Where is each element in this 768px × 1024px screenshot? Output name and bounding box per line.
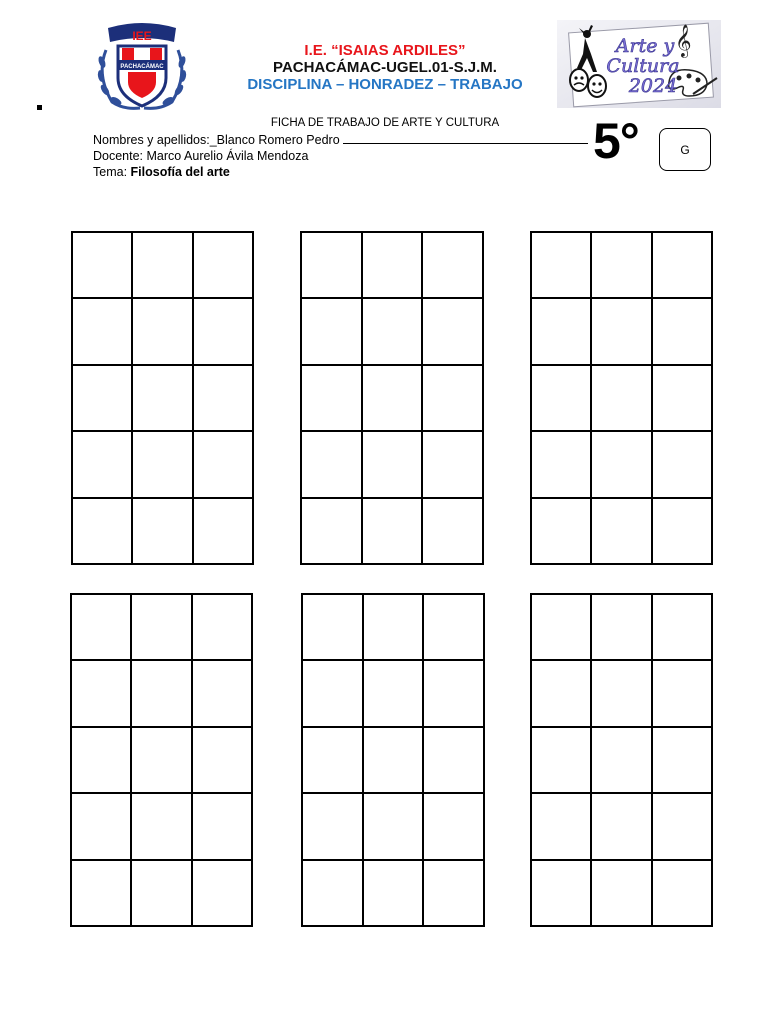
grid-cell <box>133 366 193 432</box>
grid-cell <box>72 595 132 661</box>
grid-cell <box>193 794 253 860</box>
grid-cell <box>73 366 133 432</box>
grid-cell <box>303 728 364 794</box>
grid-cell <box>653 861 713 927</box>
grid-cell <box>194 366 254 432</box>
grid-cell <box>73 499 133 565</box>
motto-line: DISCIPLINA – HONRADEZ – TRABAJO <box>247 76 523 93</box>
grid-cell <box>423 299 484 365</box>
grid-cell <box>364 661 425 727</box>
grid-cell <box>73 233 133 299</box>
grid-cell <box>592 661 652 727</box>
grid-cell <box>532 794 592 860</box>
treble-clef-icon: 𝄞 <box>675 24 692 57</box>
grid-cell <box>73 299 133 365</box>
answer-grid-6 <box>530 593 713 927</box>
grid-cell <box>532 233 592 299</box>
grid-cell <box>132 595 192 661</box>
grid-cell <box>653 299 713 365</box>
grid-cell <box>424 728 485 794</box>
grid-cell <box>363 233 424 299</box>
grid-cell <box>423 233 484 299</box>
grid-cell <box>133 233 193 299</box>
grid-cell <box>653 595 713 661</box>
grade-number: 5° <box>593 113 639 169</box>
grid-cell <box>653 233 713 299</box>
grid-cell <box>592 499 652 565</box>
names-line <box>93 133 588 147</box>
form-title: FICHA DE TRABAJO DE ARTE Y CULTURA <box>270 117 500 129</box>
grid-cell <box>532 366 592 432</box>
topic-value: Filosofía del arte <box>130 165 230 179</box>
grid-cell <box>194 432 254 498</box>
grid-cell <box>423 366 484 432</box>
grid-cell <box>363 499 424 565</box>
grid-cell <box>592 861 652 927</box>
grid-cell <box>133 432 193 498</box>
names-label: Nombres y apellidos: <box>93 133 210 147</box>
names-blank-line <box>343 133 588 144</box>
grid-cell <box>423 432 484 498</box>
svg-text:IEE: IEE <box>132 29 152 43</box>
grid-cell <box>303 861 364 927</box>
ugel-line: PACHACÁMAC-UGEL.01-S.J.M. <box>273 59 497 76</box>
grid-cell <box>73 432 133 498</box>
answer-grid-3 <box>530 231 713 565</box>
answer-grid-1 <box>71 231 254 565</box>
art-culture-logo <box>557 20 721 108</box>
grid-cell <box>363 299 424 365</box>
grid-cell <box>653 661 713 727</box>
grid-cell <box>592 794 652 860</box>
answer-grid-2 <box>300 231 484 565</box>
grid-cell <box>302 299 363 365</box>
grid-cell <box>653 432 713 498</box>
grid-cell <box>303 794 364 860</box>
grid-cell <box>72 661 132 727</box>
grid-cell <box>363 432 424 498</box>
grid-cell <box>133 499 193 565</box>
topic-line <box>93 165 230 179</box>
grid-cell <box>653 366 713 432</box>
svg-text:Arte y: Arte y <box>615 35 675 57</box>
answer-grid-5 <box>301 593 485 927</box>
grid-cell <box>302 499 363 565</box>
grid-cell <box>532 861 592 927</box>
answer-grid-4 <box>70 593 253 927</box>
grid-cell <box>72 794 132 860</box>
names-value: _Blanco Romero Pedro <box>209 133 340 147</box>
grid-cell <box>193 728 253 794</box>
grid-cell <box>364 728 425 794</box>
grid-cell <box>424 861 485 927</box>
grid-cell <box>132 794 192 860</box>
school-crest-icon <box>94 20 190 112</box>
grid-cell <box>653 499 713 565</box>
grid-cell <box>193 661 253 727</box>
grid-cell <box>132 861 192 927</box>
grid-cell <box>424 595 485 661</box>
grid-cell <box>364 861 425 927</box>
grid-cell <box>132 661 192 727</box>
grid-cell <box>592 299 652 365</box>
svg-text:Cultura: Cultura <box>606 55 680 77</box>
grid-cell <box>303 661 364 727</box>
grid-cell <box>194 233 254 299</box>
svg-text:PACHACÁMAC: PACHACÁMAC <box>120 64 164 70</box>
teacher-line <box>93 149 308 163</box>
grid-cell <box>592 366 652 432</box>
grid-cell <box>532 299 592 365</box>
section-letter: G <box>680 142 690 157</box>
institution-name: I.E. “ISAIAS ARDILES” <box>304 42 466 59</box>
teacher-value: Marco Aurelio Ávila Mendoza <box>146 149 309 163</box>
svg-text:2024: 2024 <box>628 75 678 97</box>
grid-cell <box>532 432 592 498</box>
grid-cell <box>133 299 193 365</box>
grid-cell <box>72 861 132 927</box>
grid-cell <box>364 595 425 661</box>
grid-cell <box>194 499 254 565</box>
grid-cell <box>302 233 363 299</box>
grid-cell <box>592 595 652 661</box>
grid-cell <box>592 432 652 498</box>
grid-cell <box>532 595 592 661</box>
grid-cell <box>532 728 592 794</box>
grid-cell <box>132 728 192 794</box>
grid-cell <box>302 432 363 498</box>
topic-label: Tema: <box>93 165 128 179</box>
grid-cell <box>363 366 424 432</box>
grid-cell <box>532 499 592 565</box>
grid-cell <box>193 861 253 927</box>
grid-cell <box>303 595 364 661</box>
grid-cell <box>592 728 652 794</box>
grid-cell <box>653 794 713 860</box>
grid-cell <box>72 728 132 794</box>
grid-cell <box>653 728 713 794</box>
grid-cell <box>424 661 485 727</box>
grid-cell <box>193 595 253 661</box>
grid-cell <box>423 499 484 565</box>
grid-cell <box>364 794 425 860</box>
grid-cell <box>592 233 652 299</box>
grid-cell <box>302 366 363 432</box>
list-bullet <box>37 105 42 110</box>
grid-cell <box>424 794 485 860</box>
section-box <box>659 128 711 171</box>
grid-cell <box>532 661 592 727</box>
teacher-label: Docente: <box>93 149 144 163</box>
grid-cell <box>194 299 254 365</box>
